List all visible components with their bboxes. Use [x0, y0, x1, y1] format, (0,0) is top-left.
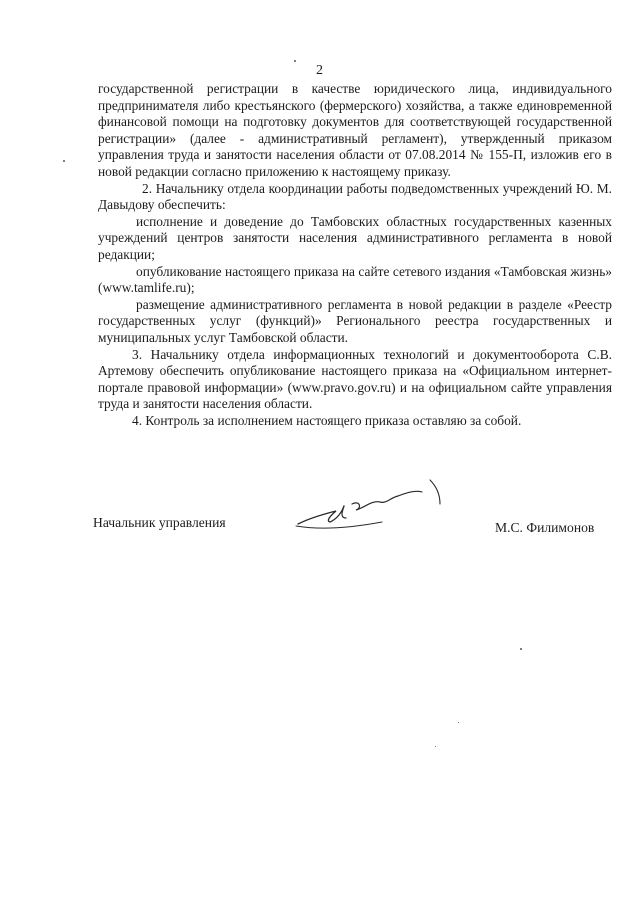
scan-speck	[520, 648, 522, 650]
signatory-position: Начальник управления	[93, 515, 226, 530]
document-body	[98, 81, 612, 429]
paragraph-continuation: государственной регистрации в качестве юридического лица, индивидуального предпринимателя либо крестьянского (фермерского) хозяйства, а также единовременной финансовой помощи на подготовку документов для соответствующей государственной регистрации» (далее - административный регламент), утвержденный приказом управления труда и занятости населения области от 07.08.2014 № 155-П, изложив его в новой редакции согласно приложению к настоящему приказу.	[98, 81, 612, 179]
scan-speck	[294, 60, 296, 62]
paragraph-subitem-registry: размещение административного регламента в новой редакции в разделе «Реестр государственных услуг (функций)» Регионального реестра государственных и муниципальных услуг Тамбовской области.	[98, 296, 612, 345]
signatory-name: М.С. Филимонов	[495, 520, 595, 535]
paragraph-subitem-publication: опубликование настоящего приказа на сайте сетевого издания «Тамбовская жизнь» (www.tamlife.ru);	[98, 263, 612, 296]
signature-block	[0, 512, 640, 542]
paragraph-subitem-execution: исполнение и доведение до Тамбовских областных государственных казенных учреждений центров занятости населения административного регламента в новой редакции;	[98, 213, 612, 262]
paragraph-item-4: 4. Контроль за исполнением настоящего приказа оставляю за собой.	[132, 412, 522, 428]
scan-speck	[435, 746, 436, 747]
paragraph-item-2: 2. Начальнику отдела координации работы подведомственных учреждений Ю. М. Давыдову обеспечить:	[98, 180, 612, 213]
scan-speck	[458, 722, 459, 723]
page-number: 2	[316, 63, 324, 78]
scan-speck	[63, 160, 65, 162]
paragraph-item-3: 3. Начальнику отдела информационных технологий и документооборота С.В. Артемову обеспечить опубликование настоящего приказа на «Официальном интернет-портале правовой информации» (www.pravo.gov.ru) и на официальном сайте управления труда и занятости населения области.	[98, 346, 612, 412]
